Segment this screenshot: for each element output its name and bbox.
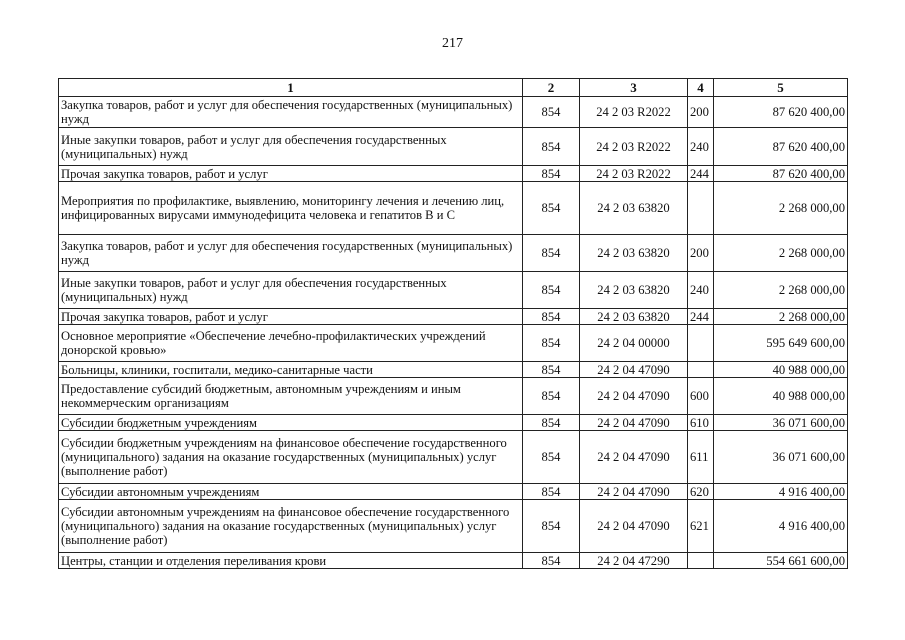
cell-sum: 40 988 000,00 bbox=[714, 378, 848, 415]
cell-type bbox=[688, 182, 714, 235]
cell-sum: 2 268 000,00 bbox=[714, 309, 848, 325]
table-row bbox=[59, 500, 848, 553]
table-row bbox=[59, 415, 848, 431]
cell-name: Субсидии автономным учреждениям bbox=[59, 484, 523, 500]
cell-ved: 854 bbox=[523, 235, 580, 272]
cell-ved: 854 bbox=[523, 272, 580, 309]
cell-sum: 36 071 600,00 bbox=[714, 415, 848, 431]
cell-sum: 2 268 000,00 bbox=[714, 182, 848, 235]
cell-name: Иные закупки товаров, работ и услуг для обеспечения государственных (муниципальных) нужд bbox=[59, 128, 523, 166]
cell-type: 244 bbox=[688, 166, 714, 182]
cell-name: Мероприятия по профилактике, выявлению, мониторингу лечения и лечению лиц, инфицированных вирусами иммунодефицита человека и гепатитов В и С bbox=[59, 182, 523, 235]
cell-ved: 854 bbox=[523, 166, 580, 182]
cell-type: 240 bbox=[688, 128, 714, 166]
cell-code: 24 2 03 R2022 bbox=[580, 128, 688, 166]
cell-ved: 854 bbox=[523, 325, 580, 362]
cell-sum: 40 988 000,00 bbox=[714, 362, 848, 378]
table-row bbox=[59, 484, 848, 500]
table-row bbox=[59, 325, 848, 362]
cell-name: Основное мероприятие «Обеспечение лечебно-профилактических учреждений донорской кровью» bbox=[59, 325, 523, 362]
table-row bbox=[59, 431, 848, 484]
cell-code: 24 2 04 47090 bbox=[580, 484, 688, 500]
budget-table bbox=[58, 78, 848, 569]
cell-type: 200 bbox=[688, 97, 714, 128]
cell-ved: 854 bbox=[523, 362, 580, 378]
cell-code: 24 2 03 63820 bbox=[580, 272, 688, 309]
cell-sum: 4 916 400,00 bbox=[714, 484, 848, 500]
cell-type bbox=[688, 362, 714, 378]
header-type: 4 bbox=[688, 79, 714, 97]
cell-name: Предоставление субсидий бюджетным, автономным учреждениям и иным некоммерческим организациям bbox=[59, 378, 523, 415]
table-header-row bbox=[59, 79, 848, 97]
table-row bbox=[59, 378, 848, 415]
cell-type: 600 bbox=[688, 378, 714, 415]
cell-sum: 2 268 000,00 bbox=[714, 272, 848, 309]
cell-type: 621 bbox=[688, 500, 714, 553]
cell-type: 610 bbox=[688, 415, 714, 431]
cell-code: 24 2 04 47090 bbox=[580, 362, 688, 378]
cell-code: 24 2 04 47090 bbox=[580, 500, 688, 553]
header-name: 1 bbox=[59, 79, 523, 97]
cell-ved: 854 bbox=[523, 431, 580, 484]
cell-sum: 595 649 600,00 bbox=[714, 325, 848, 362]
cell-ved: 854 bbox=[523, 415, 580, 431]
table-row bbox=[59, 166, 848, 182]
table-row bbox=[59, 362, 848, 378]
cell-sum: 87 620 400,00 bbox=[714, 128, 848, 166]
cell-code: 24 2 04 47090 bbox=[580, 415, 688, 431]
cell-name: Субсидии автономным учреждениям на финансовое обеспечение государственного (муниципального) задания на оказание государственных (муниципальных) услуг (выполнение работ) bbox=[59, 500, 523, 553]
cell-code: 24 2 03 63820 bbox=[580, 182, 688, 235]
cell-ved: 854 bbox=[523, 309, 580, 325]
header-sum: 5 bbox=[714, 79, 848, 97]
cell-sum: 36 071 600,00 bbox=[714, 431, 848, 484]
cell-type: 611 bbox=[688, 431, 714, 484]
cell-ved: 854 bbox=[523, 553, 580, 569]
cell-type bbox=[688, 325, 714, 362]
header-ved: 2 bbox=[523, 79, 580, 97]
cell-ved: 854 bbox=[523, 378, 580, 415]
cell-type: 200 bbox=[688, 235, 714, 272]
table-row bbox=[59, 553, 848, 569]
cell-name: Больницы, клиники, госпитали, медико-санитарные части bbox=[59, 362, 523, 378]
cell-name: Закупка товаров, работ и услуг для обеспечения государственных (муниципальных) нужд bbox=[59, 97, 523, 128]
cell-type bbox=[688, 553, 714, 569]
table-row bbox=[59, 128, 848, 166]
cell-code: 24 2 04 47290 bbox=[580, 553, 688, 569]
header-code: 3 bbox=[580, 79, 688, 97]
cell-ved: 854 bbox=[523, 97, 580, 128]
cell-sum: 2 268 000,00 bbox=[714, 235, 848, 272]
cell-ved: 854 bbox=[523, 500, 580, 553]
cell-ved: 854 bbox=[523, 182, 580, 235]
table-row bbox=[59, 309, 848, 325]
cell-sum: 4 916 400,00 bbox=[714, 500, 848, 553]
cell-type: 620 bbox=[688, 484, 714, 500]
cell-code: 24 2 03 63820 bbox=[580, 309, 688, 325]
cell-name: Закупка товаров, работ и услуг для обеспечения государственных (муниципальных) нужд bbox=[59, 235, 523, 272]
cell-code: 24 2 03 R2022 bbox=[580, 166, 688, 182]
cell-ved: 854 bbox=[523, 128, 580, 166]
cell-code: 24 2 03 R2022 bbox=[580, 97, 688, 128]
cell-type: 244 bbox=[688, 309, 714, 325]
cell-code: 24 2 04 00000 bbox=[580, 325, 688, 362]
cell-sum: 554 661 600,00 bbox=[714, 553, 848, 569]
table-row bbox=[59, 235, 848, 272]
cell-sum: 87 620 400,00 bbox=[714, 166, 848, 182]
cell-name: Прочая закупка товаров, работ и услуг bbox=[59, 166, 523, 182]
cell-name: Прочая закупка товаров, работ и услуг bbox=[59, 309, 523, 325]
cell-code: 24 2 03 63820 bbox=[580, 235, 688, 272]
cell-name: Центры, станции и отделения переливания крови bbox=[59, 553, 523, 569]
page-number: 217 bbox=[442, 36, 463, 51]
cell-sum: 87 620 400,00 bbox=[714, 97, 848, 128]
cell-type: 240 bbox=[688, 272, 714, 309]
cell-name: Иные закупки товаров, работ и услуг для обеспечения государственных (муниципальных) нужд bbox=[59, 272, 523, 309]
table-row bbox=[59, 182, 848, 235]
cell-code: 24 2 04 47090 bbox=[580, 431, 688, 484]
cell-name: Субсидии бюджетным учреждениям на финансовое обеспечение государственного (муниципального) задания на оказание государственных (муниципальных) услуг (выполнение работ) bbox=[59, 431, 523, 484]
table-row bbox=[59, 272, 848, 309]
cell-ved: 854 bbox=[523, 484, 580, 500]
cell-name: Субсидии бюджетным учреждениям bbox=[59, 415, 523, 431]
table-row bbox=[59, 97, 848, 128]
cell-code: 24 2 04 47090 bbox=[580, 378, 688, 415]
